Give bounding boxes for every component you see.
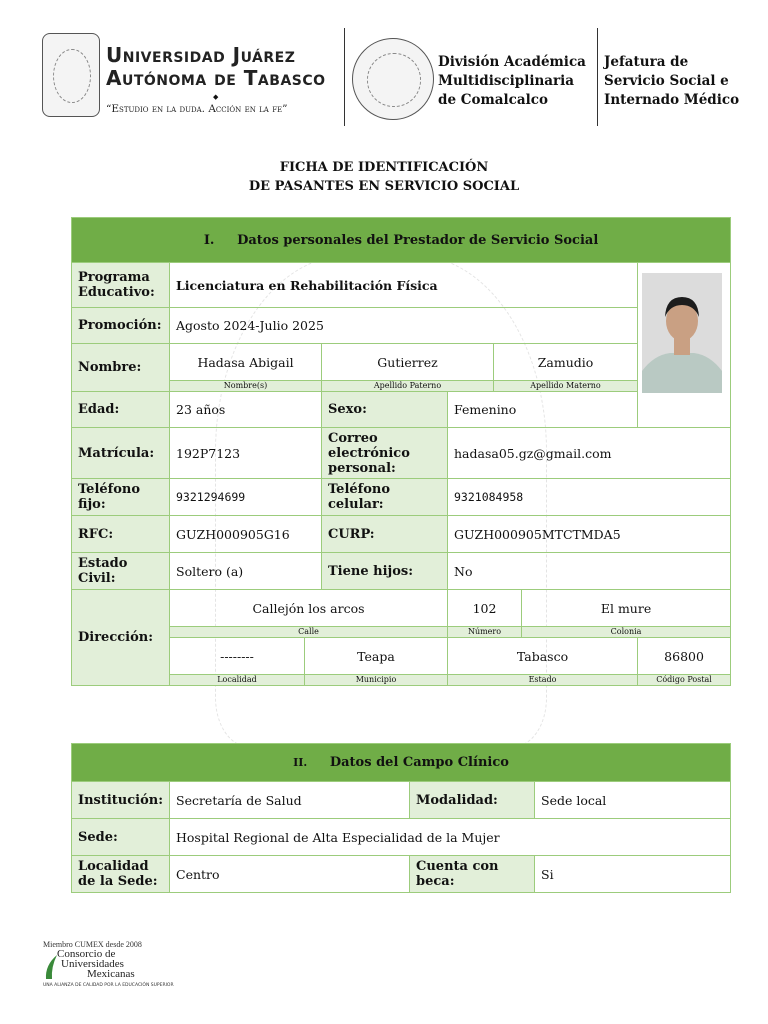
section-1-title: Datos personales del Prestador de Servicio Social	[237, 232, 599, 248]
localidad-sede-label: Localidad de la Sede:	[72, 856, 170, 893]
edad-value: 23 años	[170, 392, 322, 428]
localidad-value: --------	[170, 638, 305, 675]
university-seal-icon	[42, 33, 100, 117]
direccion-label: Dirección:	[72, 590, 170, 686]
nombre-label: Nombre:	[72, 344, 170, 392]
beca-value: Si	[535, 856, 731, 893]
estado-civil-label: Estado Civil:	[72, 553, 170, 590]
sede-label: Sede:	[72, 819, 170, 856]
university-name-line2: Autónoma de Tabasco	[106, 66, 326, 90]
beca-label: Cuenta con beca:	[410, 856, 535, 893]
section-1-number: I.	[203, 232, 215, 248]
diamond-ornament: ◆	[213, 93, 219, 101]
cumex-mark	[43, 949, 174, 983]
telefono-fijo-value: 9321294699	[170, 479, 322, 516]
rfc-value: GUZH000905G16	[170, 516, 322, 553]
cumex-line3: Mexicanas	[87, 968, 135, 980]
municipio-caption: Municipio	[305, 675, 448, 686]
programa-label: Programa Educativo:	[72, 263, 170, 308]
division-name	[438, 53, 586, 110]
estado-value: Tabasco	[448, 638, 638, 675]
section-1-header	[72, 218, 731, 263]
apellido-paterno-caption: Apellido Paterno	[322, 381, 494, 392]
curp-value: GUZH000905MTCTMDA5	[448, 516, 731, 553]
division-line1: División Académica	[438, 54, 586, 70]
sede-value: Hospital Regional de Alta Especialidad de la Mujer	[170, 819, 731, 856]
university-name-line1: Universidad Juárez	[106, 43, 296, 67]
apellido-paterno-value: Gutierrez	[322, 344, 494, 381]
jefatura-line1: Jefatura de	[604, 54, 689, 70]
section-2-number: II.	[293, 756, 308, 769]
cumex-line1: Consorcio de	[57, 948, 116, 960]
numero-value: 102	[448, 590, 522, 627]
apellido-materno-caption: Apellido Materno	[494, 381, 638, 392]
header-divider-2	[597, 28, 598, 126]
division-seal-icon	[352, 38, 434, 120]
section-2-title: Datos del Campo Clínico	[329, 755, 509, 770]
jefatura-name	[604, 53, 739, 110]
title-line2: DE PASANTES EN SERVICIO SOCIAL	[248, 179, 520, 194]
hijos-label: Tiene hijos:	[322, 553, 448, 590]
promocion-value: Agosto 2024-Julio 2025	[170, 308, 638, 344]
document-title	[0, 158, 768, 196]
calle-caption: Calle	[170, 627, 448, 638]
calle-value: Callejón los arcos	[170, 590, 448, 627]
division-line2: Multidisciplinaria	[438, 73, 575, 89]
matricula-value: 192P7123	[170, 428, 322, 479]
cumex-tagline: UNA ALIANZA DE CALIDAD POR LA EDUCACIÓN SUPERIOR	[43, 983, 174, 988]
section-2-header	[72, 744, 731, 782]
cumex-member-text: Miembro CUMEX desde 2008	[43, 940, 142, 949]
header-divider	[344, 28, 345, 126]
nombres-value: Hadasa Abigail	[170, 344, 322, 381]
telefono-celular-value: 9321084958	[448, 479, 731, 516]
estado-caption: Estado	[448, 675, 638, 686]
curp-label: CURP:	[322, 516, 448, 553]
sexo-value: Femenino	[448, 392, 638, 428]
division-line3: de Comalcalco	[438, 92, 548, 108]
colonia-caption: Colonia	[522, 627, 731, 638]
numero-caption: Número	[448, 627, 522, 638]
university-name	[106, 44, 326, 90]
codigo-postal-value: 86800	[638, 638, 731, 675]
sexo-label: Sexo:	[322, 392, 448, 428]
cumex-logo	[43, 940, 174, 988]
modalidad-label: Modalidad:	[410, 782, 535, 819]
clinical-field-table	[71, 743, 731, 893]
institucion-label: Institución:	[72, 782, 170, 819]
correo-value: hadasa05.gz@gmail.com	[448, 428, 731, 479]
nombres-caption: Nombre(s)	[170, 381, 322, 392]
correo-label: Correo electrónico personal:	[322, 428, 448, 479]
title-line1: FICHA DE IDENTIFICACIÓN	[279, 160, 489, 175]
estado-civil-value: Soltero (a)	[170, 553, 322, 590]
jefatura-line3: Internado Médico	[604, 92, 740, 108]
matricula-label: Matrícula:	[72, 428, 170, 479]
colonia-value: El mure	[522, 590, 731, 627]
jefatura-line2: Servicio Social e	[604, 73, 729, 89]
promocion-label: Promoción:	[72, 308, 170, 344]
cumex-line2: Universidades	[61, 958, 124, 970]
hijos-value: No	[448, 553, 731, 590]
rfc-label: RFC:	[72, 516, 170, 553]
localidad-sede-value: Centro	[170, 856, 410, 893]
municipio-value: Teapa	[305, 638, 448, 675]
apellido-materno-value: Zamudio	[494, 344, 638, 381]
university-motto: “Estudio en la duda. Acción en la fe”	[106, 103, 288, 115]
personal-data-table	[71, 217, 731, 686]
modalidad-value: Sede local	[535, 782, 731, 819]
telefono-celular-label: Teléfono celular:	[322, 479, 448, 516]
student-photo	[642, 273, 722, 393]
edad-label: Edad:	[72, 392, 170, 428]
institucion-value: Secretaría de Salud	[170, 782, 410, 819]
localidad-caption: Localidad	[170, 675, 305, 686]
telefono-fijo-label: Teléfono fijo:	[72, 479, 170, 516]
codigo-postal-caption: Código Postal	[638, 675, 731, 686]
programa-value: Licenciatura en Rehabilitación Física	[170, 263, 638, 308]
